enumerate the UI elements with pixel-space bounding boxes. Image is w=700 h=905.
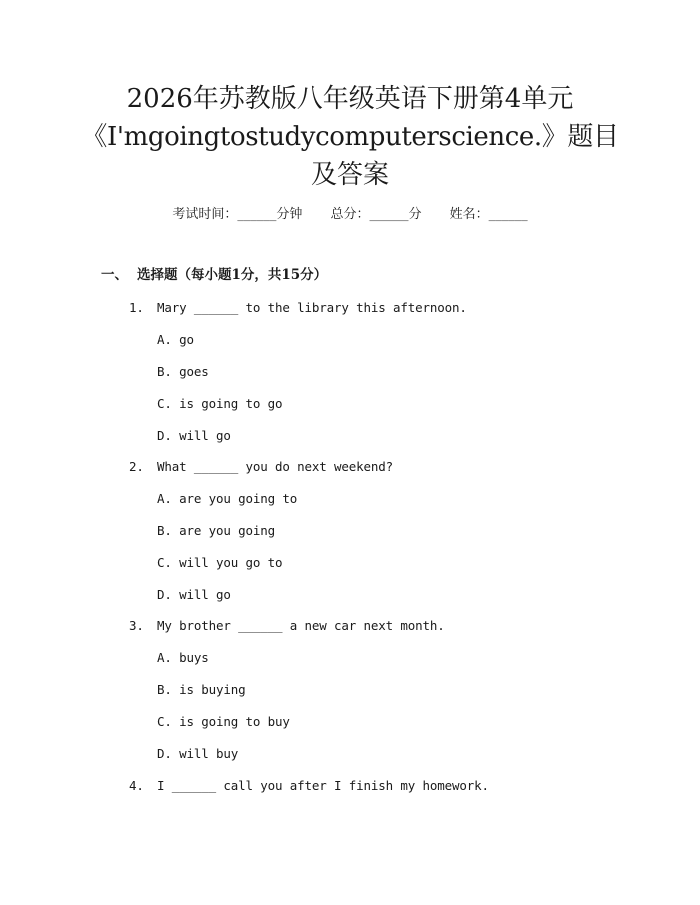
student-name: 姓名：______ bbox=[449, 207, 528, 222]
section-title: 选择题（每小题1分，共15分） bbox=[137, 267, 328, 283]
question-number: 4. bbox=[129, 778, 144, 793]
option-a: A. go bbox=[157, 332, 194, 347]
question-text bbox=[129, 458, 393, 476]
option-d: D. will go bbox=[157, 587, 231, 602]
question-text bbox=[129, 777, 489, 795]
option-b: B. are you going bbox=[157, 523, 276, 538]
document-title-line-2: 《I'mgoingtostudycomputerscience.》题目 bbox=[81, 122, 619, 152]
option-c: C. is going to buy bbox=[157, 714, 290, 729]
question-stem: I ______ call you after I finish my homework. bbox=[157, 778, 489, 793]
option-b: B. is buying bbox=[157, 682, 246, 697]
question-number: 1. bbox=[129, 300, 144, 315]
option-d: D. will go bbox=[157, 428, 231, 443]
option-d: D. will buy bbox=[157, 746, 239, 761]
option-a: A. are you going to bbox=[157, 491, 298, 506]
exam-info bbox=[0, 205, 700, 225]
question-stem: Mary ______ to the library this afternoon. bbox=[157, 300, 467, 315]
option-a: A. buys bbox=[157, 650, 209, 665]
section-heading bbox=[101, 265, 327, 285]
question-stem: What ______ you do next weekend? bbox=[157, 459, 394, 474]
question-number: 2. bbox=[129, 459, 144, 474]
question-number: 3. bbox=[129, 618, 144, 633]
exam-time: 考试时间：______分钟 bbox=[172, 207, 303, 222]
option-b: B. goes bbox=[157, 364, 209, 379]
option-c: C. is going to go bbox=[157, 396, 283, 411]
option-c: C. will you go to bbox=[157, 555, 283, 570]
document-title-line-3: 及答案 bbox=[310, 160, 389, 190]
question-text bbox=[129, 299, 467, 317]
question-stem: My brother ______ a new car next month. bbox=[157, 618, 445, 633]
document-title-line-1: 2026年苏教版八年级英语下册第4单元 bbox=[126, 84, 574, 114]
question-text bbox=[129, 617, 445, 635]
section-number: 一、 bbox=[101, 267, 128, 283]
exam-total-score: 总分：______分 bbox=[330, 207, 422, 222]
